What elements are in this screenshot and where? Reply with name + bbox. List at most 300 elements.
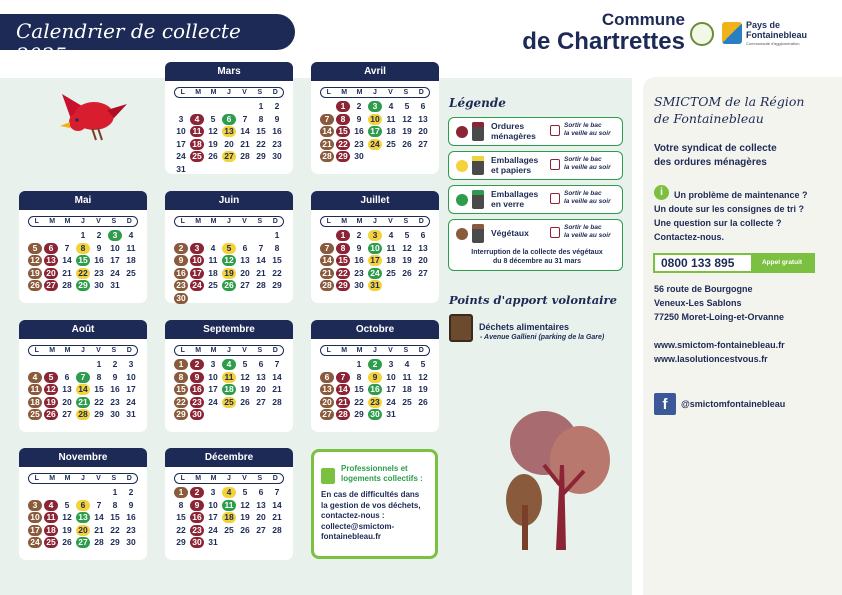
day-ordures: 15 [335,125,351,138]
day: 23 [272,138,282,149]
contact-questions: Un problème de maintenance ? Un doute sur les consignes de tri ? Une question sur la collecte ? Contactez-nous. [654,190,808,242]
day: 17 [386,384,396,394]
smictom-description: Votre syndicat de collecte des ordures ménagères [654,143,777,168]
day: 1 [356,359,362,369]
weekday-label: J [227,347,231,354]
facebook-handle[interactable]: @smictomfontainebleau [681,399,786,409]
legend-color-dot [456,160,468,172]
day: 16 [94,255,104,265]
day: 28 [94,537,104,547]
empty-day [27,358,43,371]
day: 5 [404,101,410,111]
day: 29 [256,151,266,161]
weekday-header [174,473,284,484]
day-vegetaux: 28 [319,279,335,292]
legend-label: Emballages et papiers [491,155,539,175]
month-calendar [311,320,439,432]
day-verre: 2 [367,358,383,371]
day: 26 [402,138,412,149]
day: 31 [126,409,136,419]
day: 26 [402,267,412,278]
day-ordures: 9 [189,371,205,384]
day: 12 [402,242,412,253]
day-ordures: 7 [335,371,351,384]
day-ordures: 25 [43,536,59,549]
empty-day [91,486,107,499]
month-calendar [19,191,147,303]
month-name: Décembre [165,448,293,467]
legend-note: Sortir le bac la veille au soir [564,224,611,239]
day: 26 [208,151,218,161]
day: 9 [112,371,118,382]
day: 2 [112,359,118,369]
weekday-label: V [242,347,247,354]
day-vegetaux: 5 [27,242,43,255]
day-emballages: 14 [75,383,91,396]
day: 30 [126,537,136,547]
empty-day [75,486,91,499]
apport-title: Points d'apport volontaire [449,293,617,307]
legend-label: Ordures ménagères [491,121,536,141]
day-emballages: 22 [75,267,91,280]
day: 29 [176,537,186,547]
day: 7 [274,359,280,369]
day: 28 [272,396,282,407]
day-vegetaux: 21 [319,138,335,151]
day: 25 [386,138,396,149]
day-verre: 13 [75,511,91,524]
day: 5 [420,359,426,369]
day: 26 [418,396,428,407]
day: 10 [126,371,136,382]
commune-line1: Commune [601,10,685,29]
legend-item-ordures [448,117,623,146]
day: 20 [418,255,428,265]
day: 27 [62,409,72,419]
day: 30 [354,280,364,290]
day-ordures: 22 [335,138,351,151]
days-grid [173,358,285,421]
weekday-label: L [326,218,331,225]
day-verre: 6 [221,113,237,126]
legend-note: Sortir le bac la veille au soir [564,190,611,205]
day: 30 [94,280,104,290]
red-bird-illustration [52,82,128,144]
weekday-header [28,216,138,227]
day: 12 [240,499,250,510]
day: 28 [272,524,282,535]
day: 10 [208,499,218,510]
day: 12 [62,512,72,522]
calendar-icon [550,193,560,204]
website-link-smictom[interactable]: www.smictom-fontainebleau.fr [654,340,785,350]
days-grid [27,229,139,292]
legend-note: Sortir le bac la veille au soir [564,122,611,137]
phone-number[interactable]: 0800 133 895 [661,256,735,270]
day: 4 [128,230,134,240]
day-verre: 26 [221,279,237,292]
empty-day [205,100,221,113]
legend-title: Légende [449,96,506,110]
day: 21 [62,267,72,278]
day: 16 [110,384,120,394]
day: 16 [272,126,282,136]
day: 28 [62,280,72,290]
legend-item-emballages-papiers [448,151,623,180]
day: 2 [356,101,362,111]
day: 2 [356,230,362,240]
day: 23 [110,396,120,407]
day: 12 [402,113,412,124]
day-emballages: 11 [221,371,237,384]
day: 21 [272,512,282,522]
day-vegetaux: 11 [27,383,43,396]
day: 5 [64,499,70,510]
compost-bin-icon [449,314,473,342]
bin-icon [472,122,484,141]
weekday-header [28,345,138,356]
day-emballages: 23 [367,396,383,409]
pays-logo-subtitle: Communauté d'agglomération [746,41,800,46]
day: 18 [386,126,396,136]
day: 19 [402,126,412,136]
weekday-label: L [34,218,39,225]
weekday-label: D [418,218,424,225]
day-verre: 29 [75,279,91,292]
empty-day [319,229,335,242]
day: 14 [256,255,266,265]
day: 19 [418,384,428,394]
bin-icon [472,156,484,175]
day: 25 [386,267,396,278]
day-ordures: 23 [189,396,205,409]
day: 1 [80,230,86,240]
facebook-icon[interactable]: f [654,393,676,415]
weekday-label: L [326,347,331,354]
day-ordures: 9 [189,499,205,512]
day-verre: 16 [367,383,383,396]
day: 8 [274,242,280,253]
day: 14 [240,126,250,136]
weekday-label: J [81,475,85,482]
trees-illustration [500,405,612,555]
day-ordures: 21 [335,396,351,409]
day-vegetaux: 16 [173,267,189,280]
day-ordures: 12 [43,383,59,396]
day-verre: 30 [367,408,383,421]
day: 16 [354,255,364,265]
day: 13 [62,384,72,394]
website-link-solution[interactable]: www.lasolutioncestvous.fr [654,354,768,364]
weekday-label: J [373,218,377,225]
day-vegetaux: 26 [27,279,43,292]
day: 7 [96,499,102,510]
day: 31 [208,537,218,547]
empty-day [59,358,75,371]
day-emballages: 5 [221,242,237,255]
day: 15 [256,126,266,136]
day: 11 [208,255,218,265]
month-name: Mai [19,191,147,210]
empty-day [205,229,221,242]
apport-name: Déchets alimentaires [479,322,570,332]
month-calendar [311,62,439,174]
day-ordures: 30 [189,536,205,549]
day-emballages: 8 [75,242,91,255]
weekday-label: S [403,218,409,225]
day: 24 [386,396,396,407]
day: 21 [256,267,266,278]
weekday-label: D [126,475,132,482]
day: 18 [126,255,136,265]
day: 28 [240,151,250,161]
day: 1 [112,487,118,497]
weekday-label: V [388,218,393,225]
day: 3 [128,359,134,369]
day: 24 [176,151,186,161]
day: 15 [110,512,120,522]
day: 4 [404,359,410,369]
weekday-label: J [81,347,85,354]
day-ordures: 4 [189,113,205,126]
day-ordures: 16 [189,511,205,524]
month-name: Mars [165,62,293,81]
day-ordures: 5 [43,371,59,384]
day-ordures: 25 [189,150,205,163]
empty-day [189,229,205,242]
day-vegetaux: 24 [27,536,43,549]
day: 29 [272,280,282,290]
day-verre: 4 [221,358,237,371]
day: 13 [418,113,428,124]
day: 31 [110,280,120,290]
days-grid [27,486,139,549]
day-ordures: 17 [189,267,205,280]
day: 29 [94,409,104,419]
day-emballages: 18 [221,511,237,524]
day-ordures: 11 [189,125,205,138]
empty-day [59,229,75,242]
legend-color-dot [456,228,468,240]
day-verre: 10 [367,242,383,255]
day-ordures: 30 [189,408,205,421]
day-vegetaux: 17 [27,524,43,537]
day-ordures: 20 [43,267,59,280]
day: 14 [62,255,72,265]
day: 14 [272,499,282,510]
day: 14 [94,512,104,522]
empty-day [253,229,269,242]
day: 19 [402,255,412,265]
day-ordures: 23 [189,524,205,537]
weekday-label: S [257,218,263,225]
professionals-box [311,449,438,559]
day-ordures: 28 [335,408,351,421]
day: 7 [242,113,248,124]
weekday-label: L [326,89,331,96]
day: 2 [96,230,102,240]
day-ordures: 15 [335,254,351,267]
day: 3 [210,359,216,369]
day: 17 [208,384,218,394]
day: 29 [354,409,364,419]
day-ordures: 11 [43,511,59,524]
day-ordures: 2 [189,486,205,499]
day: 19 [62,524,72,535]
day: 1 [274,230,280,240]
phone-box[interactable] [653,253,815,273]
days-grid [319,358,431,421]
day-ordures: 29 [335,150,351,163]
day: 23 [354,267,364,278]
day: 4 [210,242,216,253]
day-ordures: 16 [189,383,205,396]
day: 25 [126,267,136,278]
day: 12 [240,371,250,382]
day-emballages: 28 [75,408,91,421]
day-ordures: 10 [189,254,205,267]
day: 20 [62,396,72,407]
day: 17 [110,255,120,265]
day: 30 [272,151,282,161]
day: 20 [418,126,428,136]
weekday-label: V [96,347,101,354]
weekday-label: S [403,347,409,354]
day-vegetaux: 27 [319,408,335,421]
day-vegetaux: 14 [319,125,335,138]
day: 9 [128,499,134,510]
day-vegetaux: 20 [319,396,335,409]
day: 22 [176,524,186,535]
day-ordures: 2 [189,358,205,371]
day-vegetaux: 4 [27,371,43,384]
weekday-label: D [272,347,278,354]
month-name: Juillet [311,191,439,210]
day: 11 [386,242,396,253]
month-name: Avril [311,62,439,81]
day-ordures: 6 [43,242,59,255]
day-vegetaux: 13 [319,383,335,396]
day-ordures: 14 [335,383,351,396]
month-calendar [165,320,293,432]
weekday-label: J [81,218,85,225]
day: 22 [256,138,266,149]
month-name: Septembre [165,320,293,339]
day: 26 [240,524,250,535]
day: 8 [178,499,184,510]
weekday-label: V [242,89,247,96]
month-calendar [165,62,293,174]
day: 6 [242,242,248,253]
day: 15 [94,384,104,394]
day: 5 [242,359,248,369]
calendar-icon [550,159,560,170]
day: 24 [208,524,218,535]
month-calendar [19,320,147,432]
day-emballages: 19 [221,267,237,280]
pro-body: En cas de difficultés dans la gestion de vos déchets, contactez-nous : collecte@smictom- fontainebleau.fr [321,490,436,543]
day-verre: 3 [107,229,123,242]
building-icon [321,468,335,484]
day: 5 [404,230,410,240]
day: 27 [418,138,428,149]
day: 3 [178,113,184,124]
day-ordures: 27 [43,279,59,292]
day-emballages: 4 [221,486,237,499]
empty-day [319,100,335,113]
month-calendar [19,448,147,560]
empty-day [59,486,75,499]
day-emballages: 20 [75,524,91,537]
day: 19 [208,138,218,149]
day: 4 [388,101,394,111]
day: 1 [258,101,264,111]
day: 8 [96,371,102,382]
day-verre: 7 [75,371,91,384]
day: 25 [208,280,218,290]
day-emballages: 3 [367,229,383,242]
day: 29 [110,537,120,547]
vegetaux-interruption-note: Interruption de la collecte des végétaux du 8 décembre au 31 mars [471,249,603,265]
weekday-label: L [180,218,185,225]
day: 17 [176,138,186,149]
weekday-label: S [111,218,117,225]
month-name: Juin [165,191,293,210]
pro-email-link[interactable]: collecte@smictom- fontainebleau.fr [321,521,395,541]
day: 24 [208,396,218,407]
days-grid [27,358,139,421]
weekday-label: D [418,89,424,96]
empty-day [75,358,91,371]
day: 31 [176,163,186,174]
pays-logo-mark-icon [722,22,742,44]
empty-day [237,229,253,242]
day-vegetaux: 19 [27,267,43,280]
day-emballages: 10 [367,113,383,126]
day-vegetaux: 12 [27,254,43,267]
weekday-label: L [180,347,185,354]
weekday-label: M [210,347,217,354]
bin-icon [472,190,484,209]
days-grid [173,229,285,304]
day: 13 [256,371,266,382]
day: 3 [388,359,394,369]
day-vegetaux: 23 [173,279,189,292]
weekday-label: M [210,89,217,96]
weekday-header [320,87,430,98]
weekday-label: M [210,218,217,225]
calendar-icon [550,125,560,136]
empty-day [237,100,253,113]
pays-fontainebleau-logo [722,20,822,48]
day-vegetaux: 2 [173,242,189,255]
day-vegetaux: 15 [173,383,189,396]
weekday-label: V [242,475,247,482]
commune-crest-icon [690,22,714,46]
weekday-label: V [388,89,393,96]
weekday-header [320,216,430,227]
day: 8 [356,371,362,382]
day: 14 [272,371,282,382]
day: 16 [126,512,136,522]
weekday-label: M [356,218,363,225]
weekday-label: V [96,218,101,225]
day: 19 [240,512,250,522]
day-vegetaux: 14 [319,254,335,267]
day-verre: 11 [221,499,237,512]
day: 13 [418,242,428,253]
weekday-label: M [49,347,56,354]
